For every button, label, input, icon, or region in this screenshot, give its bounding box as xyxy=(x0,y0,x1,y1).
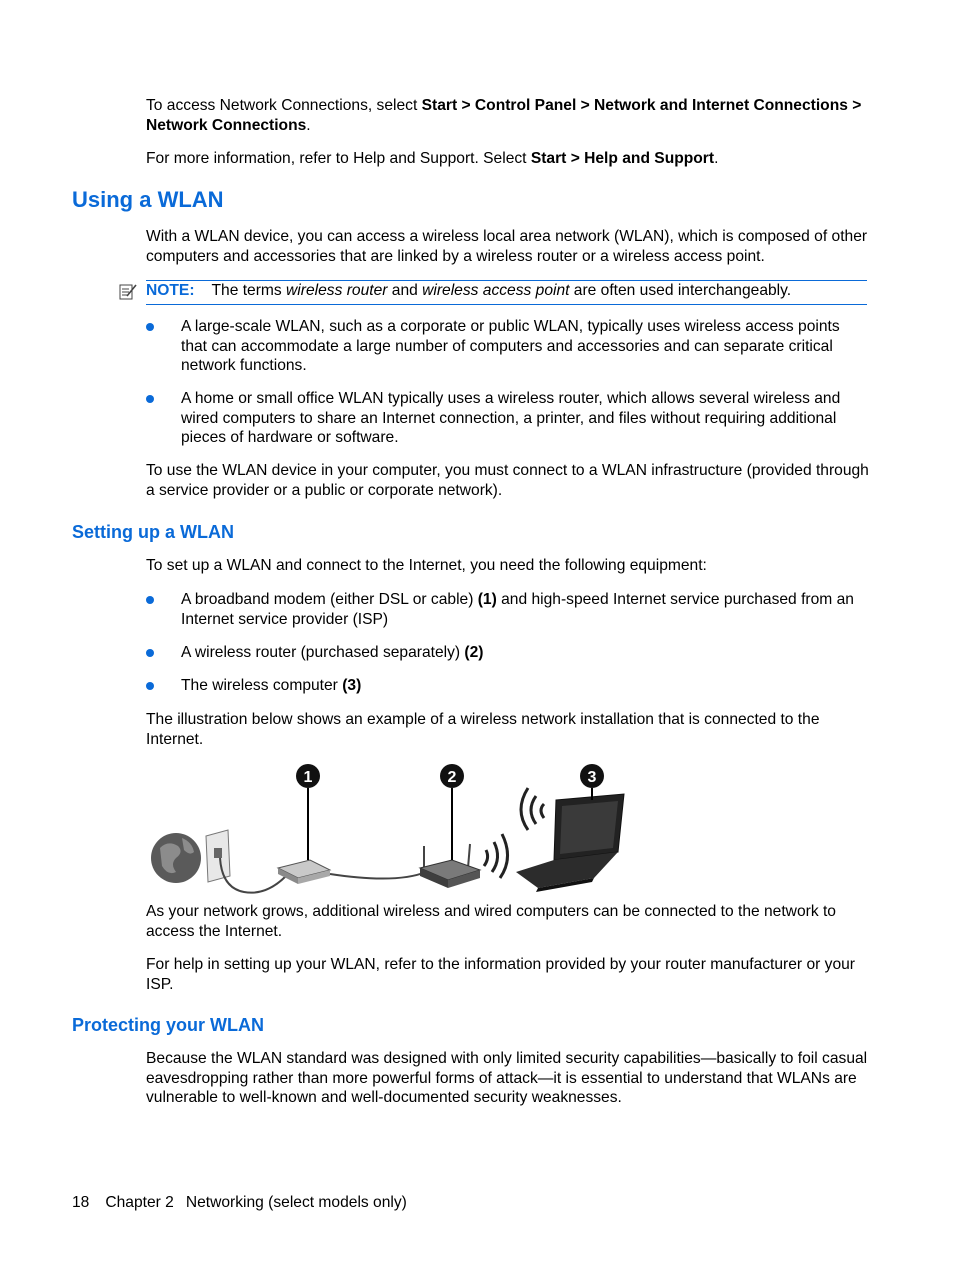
list-item: A home or small office WLAN typically uses a wireless router, which allows several wireless and wired computers to share an Internet connection, a printer, and files without requiring additional pieces of hardware or software. xyxy=(181,390,841,447)
equipment-intro: To set up a WLAN and connect to the Internet, you need the following equipment: xyxy=(146,557,707,574)
bullet-marker xyxy=(146,649,154,657)
wireless-signal-icon xyxy=(484,834,508,878)
chapter-label: Chapter 2 xyxy=(105,1194,174,1211)
bullet-marker xyxy=(146,323,154,331)
list-item: A large-scale WLAN, such as a corporate or public WLAN, typically uses wireless access points that can accommodate a large number of computers and accessories and can separate critical network functions. xyxy=(181,318,840,375)
wall-jack-icon xyxy=(206,830,230,882)
network-grows-paragraph: As your network grows, additional wireless and wired computers can be connected to the network to access the Internet. xyxy=(146,903,836,940)
note-pencil-icon xyxy=(118,282,138,302)
chapter-title: Networking (select models only) xyxy=(185,1194,407,1211)
help-support-paragraph: For more information, refer to Help and Support. Select Start > Help and Support. xyxy=(146,150,719,167)
list-item: The wireless computer (3) xyxy=(181,677,362,694)
heading-using-wlan: Using a WLAN xyxy=(72,187,224,212)
list-item: A wireless router (purchased separately) (2) xyxy=(181,644,484,661)
protecting-paragraph: Because the WLAN standard was designed with only limited security capabilities—basically to foil casual eavesdropping rather than more powerful forms of attack—it is essential to understand that WLANs are vulnerable to well-known and well-documented security weaknesses. xyxy=(146,1050,868,1107)
list-item: A broadband modem (either DSL or cable) (1) and high-speed Internet service purchased from an Internet service provider (ISP) xyxy=(181,591,854,628)
heading-setting-up-wlan: Setting up a WLAN xyxy=(72,522,234,542)
globe-icon xyxy=(151,833,201,883)
illustration-intro: The illustration below shows an example of a wireless network installation that is connected to the Internet. xyxy=(146,711,820,748)
bullet-marker xyxy=(146,395,154,403)
bullet-marker xyxy=(146,596,154,604)
access-path: Start > Control Panel > Network and Internet Connections > Network Connections xyxy=(146,97,862,134)
page-number: 18 xyxy=(72,1194,90,1211)
modem-icon xyxy=(278,860,330,884)
bullet-marker xyxy=(146,682,154,690)
wireless-signal-icon xyxy=(521,788,544,830)
callout-1: 1 xyxy=(303,769,313,786)
network-illustration xyxy=(146,760,646,900)
callout-3: 3 xyxy=(587,769,597,786)
help-support-path: Start > Help and Support xyxy=(530,150,715,167)
page-footer xyxy=(72,1193,423,1212)
using-wlan-paragraph: With a WLAN device, you can access a wireless local area network (WLAN), which is composed of other computers and accessories that are linked by a wireless router or a wireless access point. xyxy=(146,228,868,265)
router-icon xyxy=(420,844,480,888)
infrastructure-paragraph: To use the WLAN device in your computer, you must connect to a WLAN infrastructure (provided through a service provider or a public or corporate network). xyxy=(146,462,869,499)
note-label: NOTE: xyxy=(146,282,195,299)
access-paragraph: To access Network Connections, select Start > Control Panel > Network and Internet Connections > Network Connections. xyxy=(146,97,862,134)
heading-protecting-wlan: Protecting your WLAN xyxy=(72,1015,264,1035)
note-text: NOTE: The terms wireless router and wireless access point are often used interchangeably. xyxy=(146,282,792,299)
callout-2: 2 xyxy=(447,769,457,786)
router-help-paragraph: For help in setting up your WLAN, refer to the information provided by your router manufacturer or your ISP. xyxy=(146,956,855,993)
